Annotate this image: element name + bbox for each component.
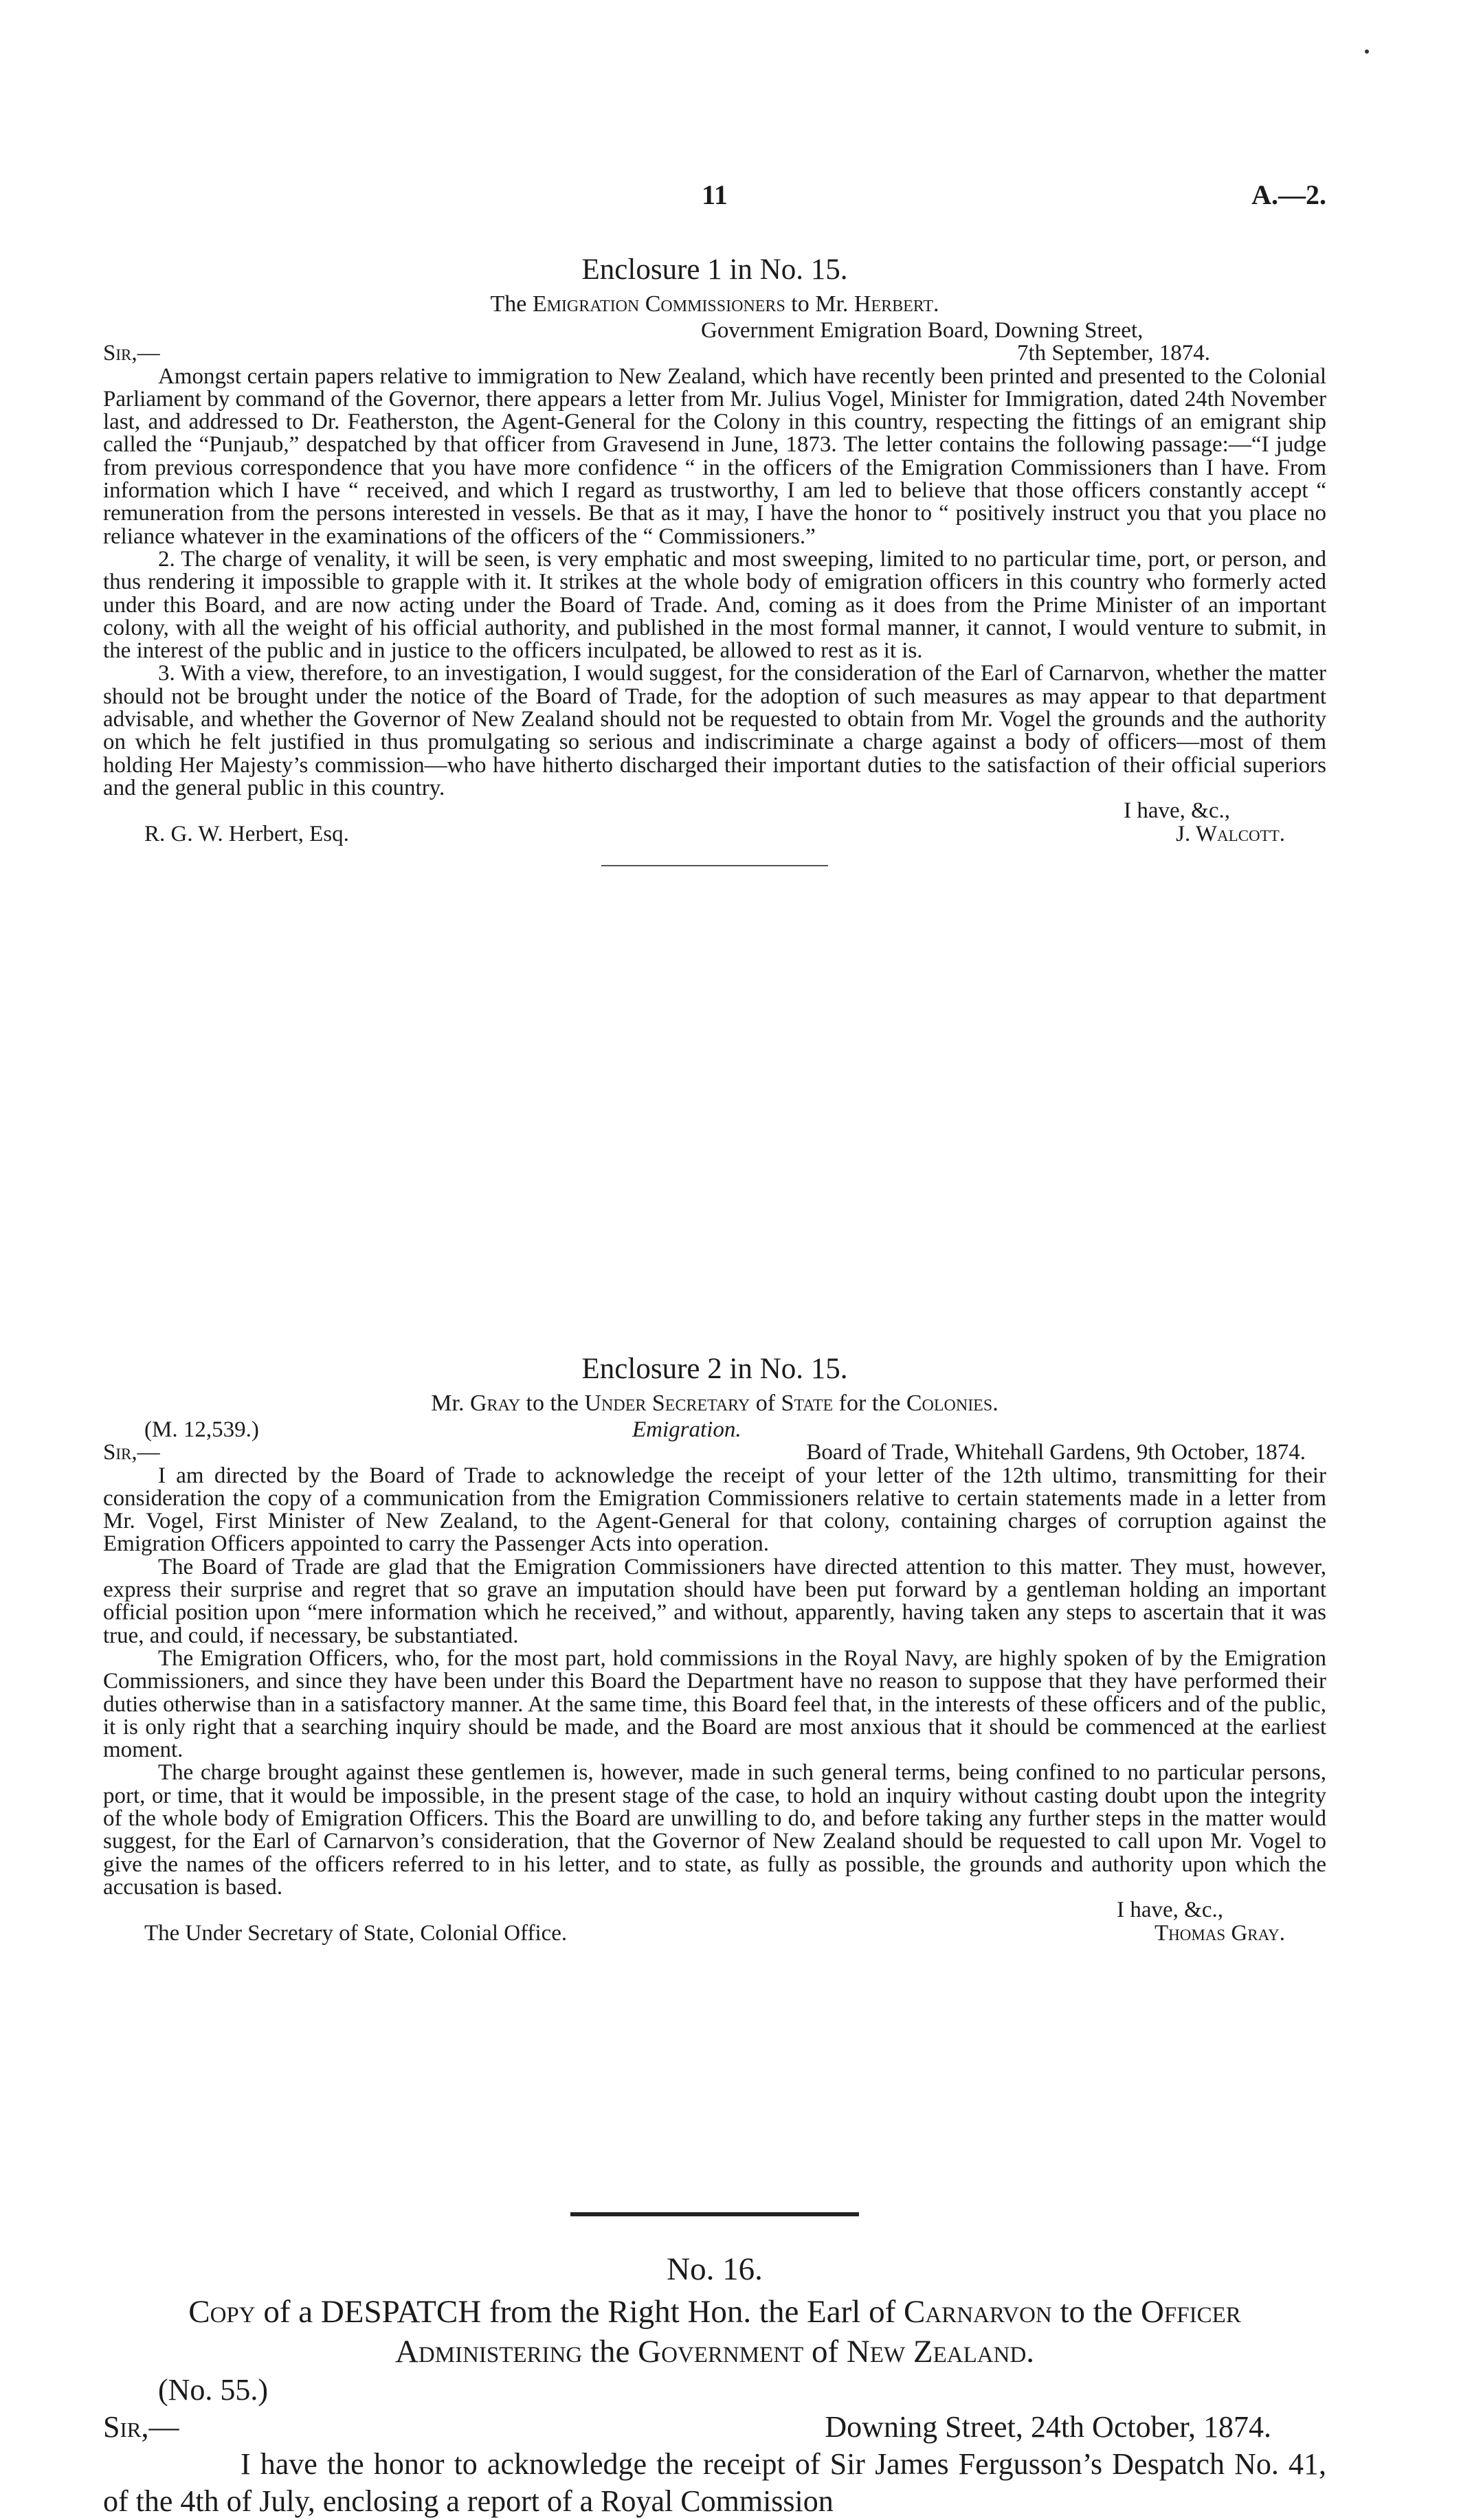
signature: Thomas Gray. [1154,1920,1285,1946]
subtitle-sender: Emigration Commissioners [532,291,785,317]
letter-address-date: Board of Trade, Whitehall Gardens, 9th October, 1874. [806,1440,1306,1465]
paragraph: I am directed by the Board of Trade to acknowledge the receipt of your letter of the 12th ultimo, transmitting for their consideration the copy of a communication from the Emigration Commissioners relative to certain statements made in a letter from Mr. Vogel, First Minister of New Zealand, to the Agent-General for that colony, containing charges of corruption against the Emigration Officers appointed to carry the Passenger Acts into operation. [103,1463,1326,1557]
subtitle-recipient: Colonies. [906,1391,999,1416]
subtitle-text: for the [833,1391,906,1416]
page-number: 11 [702,179,728,210]
enclosure-1-subtitle [103,289,1326,319]
address-row [103,319,1326,342]
letter-address: Government Emigration Board, Downing Street, [701,318,1144,343]
title-text: to the [1051,2294,1141,2330]
paragraph: The charge brought against these gentlemen is, however, made in such general terms, being confined to no particular persons, port, or time, that it would be impossible, in the present stage of the case, to hold an inquiry without casting doubt upon the integrity of the whole body of Emigration Officers. This the Board are unwilling to do, and before taking any further steps in the matter would suggest, for the Earl of Carnarvon’s consideration, that the Governor of New Zealand should be requested to call upon Mr. Vogel to give the names of the officers referred to in his letter, and to state, as fully as possible, the grounds and authority upon which the accusation is based. [103,1760,1326,1900]
letter-body [103,2446,1326,2520]
salutation-row [103,1441,1326,1464]
reference-row [103,1419,1326,1441]
enclosure-2-title: Enclosure 2 in No. 15. [581,1353,848,1385]
despatch-no-16 [103,2212,1326,2520]
reference-number: (M. 12,539.) [144,1417,259,1442]
subtitle-text: to the [520,1391,585,1416]
title-text: New Zealand. [846,2334,1035,2370]
paragraph: I have the honor to acknowledge the receipt of Sir James Fergusson’s Despatch No. 41, of the 4th of July, enclosing a report of a Royal Commission [103,2447,1326,2518]
despatch-number: No. 16. [667,2251,763,2287]
section-divider [601,865,828,866]
title-text: Carnarvon [904,2294,1052,2330]
salutation-row [103,342,1326,365]
reference-number: (No. 55.) [158,2373,269,2407]
salutation: Sir,— [103,1440,160,1465]
stray-mark [1365,49,1369,54]
subtitle-text: to Mr. [785,291,854,317]
paragraph: The Board of Trade are glad that the Emigration Commissioners have directed attention to this matter. They must, however, express their surprise and regret that so grave an imputation should have been put forward by a gentleman holding an important official position upon “mere information which he received,” and without, apparently, having taken any steps to ascertain that it was true, and could, if necessary, be substantiated. [103,1554,1326,1648]
title-text: Copy [188,2294,256,2330]
letter-date: 7th September, 1874. [1017,341,1210,366]
subtitle-recipient: Under Secretary [584,1391,750,1416]
closing: I have, &c., [1117,1898,1223,1923]
closing-row [103,1899,1326,1922]
letter-body [103,365,1326,800]
enclosure-1 [103,251,1326,891]
paragraph: 3. With a view, therefore, to an investigation, I would suggest, for the consideration of the Earl of Carnarvon, whether the matter should not be brought under the notice of the Board of Trade, for the adoption of such measures as may appear to that department advisable, and whether the Governor of New Zealand should not be requested to obtain from Mr. Vogel the grounds and the authority on which he felt justified in thus promulgating so serious and indiscriminate a charge against a body of officers—most of them holding Her Majesty’s commission—who have hitherto discharged their important duties to the satisfaction of their official superiors and the general public in this country. [103,661,1326,800]
title-text: Officer Administering [394,2294,1241,2370]
section-divider [570,2212,859,2216]
subtitle-text: Mr. [431,1391,470,1416]
title-text: of [803,2334,847,2370]
salutation: Sir,— [103,2410,179,2444]
signature-row [103,1922,1326,1945]
signature: J. Walcott. [1176,821,1285,846]
title-text: the [582,2334,638,2370]
enclosure-1-title: Enclosure 1 in No. 15. [581,254,848,286]
department: Emigration. [632,1417,741,1442]
letter-body [103,1465,1326,1900]
enclosure-2-subtitle [103,1388,1326,1419]
paragraph: Amongst certain papers relative to immigration to New Zealand, which have recently been printed and presented to the Colonial Parliament by command of the Governor, there appears a letter from Mr. Julius Vogel, Minister for Immigration, dated 24th November last, and addressed to Dr. Featherston, the Agent-General for the Colony in this country, respecting the fittings of an emigrant ship called the “Punjaub,” despatched by that officer from Gravesend in June, 1873. The letter contains the following passage:—“I judge from previous correspondence that you have more confidence “ in the officers of the Emigration Commissioners than I have. From information which I have “ received, and which I regard as trustworthy, I am led to believe that those officers constantly accept “ remuneration from the persons interested in vessels. Be that as it may, I have the honor to “ positively instruct you that you place no reliance whatever in the examinations of the officers of the “ Commissioners.” [103,363,1326,549]
signature-row [103,823,1326,846]
paragraph: 2. The charge of venality, it will be seen, is very emphatic and most sweeping, limited to no particular time, port, or person, and thus rendering it impossible to grapple with it. It strikes at the whole body of emigration officers in this country who formerly acted under this Board, and are now acting under the Board of Trade. And, coming as it does from the Prime Minister of an important colony, with all the weight of his official authority, and published in the most formal manner, it cannot, I would venture to submit, in the interest of the public and in justice to the officers inculpated, be allowed to rest as it is. [103,546,1326,664]
page-header [103,179,1326,220]
subtitle-sender: Gray [469,1391,520,1416]
addressee: R. G. W. Herbert, Esq. [144,821,349,846]
subtitle-text: of [750,1391,781,1416]
closing-row [103,800,1326,822]
despatch-title [103,2292,1326,2372]
title-text: Government [638,2334,804,2370]
closing: I have, &c., [1124,798,1230,824]
reference-row [103,2372,1326,2409]
title-text: of a DESPATCH from the Right Hon. the Earl of [255,2294,904,2330]
paragraph: The Emigration Officers, who, for the most part, hold commissions in the Royal Navy, are highly spoken of by the Emigration Commissioners, and since they have been under this Board the Department have no reason to suppose that they have performed their duties otherwise than in a satisfactory manner. At the same time, this Board feel that, in the interests of these officers and of the public, it is only right that a searching inquiry should be made, and the Board are most anxious that it should be commenced at the earliest moment. [103,1645,1326,1763]
letter-address-date: Downing Street, 24th October, 1874. [825,2410,1271,2444]
subtitle-recipient: State [781,1391,834,1416]
subtitle-recipient: Herbert. [854,291,939,317]
addressee: The Under Secretary of State, Colonial Office. [144,1920,568,1946]
enclosure-2 [103,1350,1326,1945]
series-reference: A.—2. [1251,179,1326,210]
subtitle-text: The [490,291,533,317]
salutation: Sir,— [103,341,160,366]
salutation-row [103,2409,1326,2446]
